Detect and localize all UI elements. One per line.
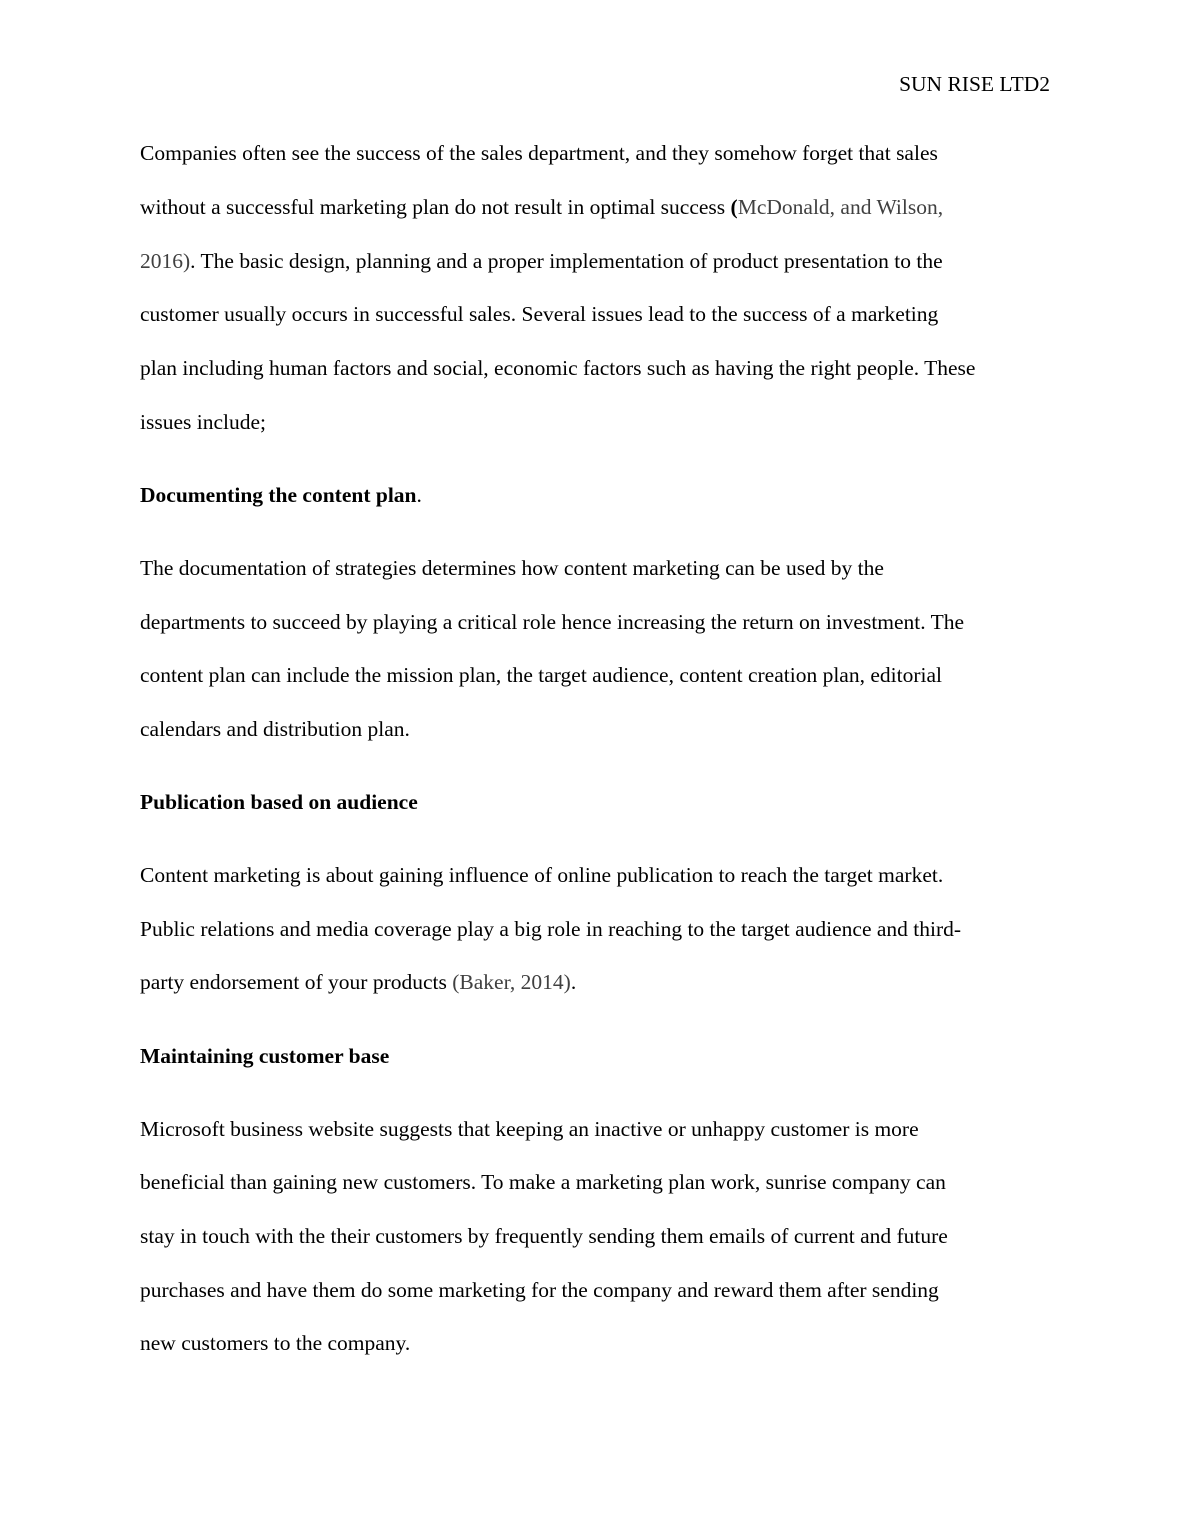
- citation: McDonald, and Wilson,: [737, 195, 944, 219]
- paragraph-line: calendars and distribution plan.: [140, 717, 410, 741]
- paragraph-line: new customers to the company.: [140, 1331, 411, 1355]
- paragraph-line: The documentation of strategies determines how content marketing can be used by the: [140, 556, 884, 580]
- paragraph-line: [140, 247, 943, 275]
- paragraph-line: Companies often see the success of the sales department, and they somehow forget that sales: [140, 141, 938, 165]
- paragraph-line: Public relations and media coverage play a big role in reaching to the target audience and third-: [140, 917, 962, 941]
- line-end: .: [570, 970, 577, 994]
- citation: (Baker, 2014): [452, 970, 571, 994]
- paragraph-line: purchases and have them do some marketing for the company and reward them after sending: [140, 1278, 939, 1302]
- page-number: 2: [1039, 72, 1050, 96]
- paragraph-line: content plan can include the mission plan, the target audience, content creation plan, editorial: [140, 663, 942, 687]
- running-head-title: SUN RISE LTD: [899, 72, 1040, 96]
- paragraph-line: plan including human factors and social, economic factors such as having the right people. These: [140, 356, 976, 380]
- paragraph-line: departments to succeed by playing a critical role hence increasing the return on investment. The: [140, 610, 965, 634]
- citation: 2016): [140, 249, 191, 273]
- running-head: [899, 70, 1050, 98]
- line-text: . The basic design, planning and a proper implementation of product presentation to the: [190, 249, 943, 273]
- paragraph-line: customer usually occurs in successful sales. Several issues lead to the success of a marketing: [140, 302, 939, 326]
- citation-open-paren: (: [730, 195, 738, 219]
- section-heading: Maintaining customer base: [140, 1044, 390, 1068]
- paragraph-line: Microsoft business website suggests that keeping an inactive or unhappy customer is more: [140, 1117, 919, 1141]
- section-heading: [140, 481, 422, 509]
- heading-period: .: [416, 483, 422, 507]
- paragraph-line: beneficial than gaining new customers. To make a marketing plan work, sunrise company can: [140, 1170, 946, 1194]
- heading-text: Documenting the content plan: [140, 483, 417, 507]
- section-heading: Publication based on audience: [140, 790, 418, 814]
- paragraph-line: [140, 968, 576, 996]
- line-text: without a successful marketing plan do not result in optimal success: [140, 195, 731, 219]
- paragraph-line: stay in touch with the their customers by frequently sending them emails of current and future: [140, 1224, 948, 1248]
- paragraph-line: [140, 193, 943, 221]
- line-text: party endorsement of your products: [140, 970, 453, 994]
- paragraph-line: Content marketing is about gaining influence of online publication to reach the target market.: [140, 863, 944, 887]
- paragraph-line: issues include;: [140, 410, 266, 434]
